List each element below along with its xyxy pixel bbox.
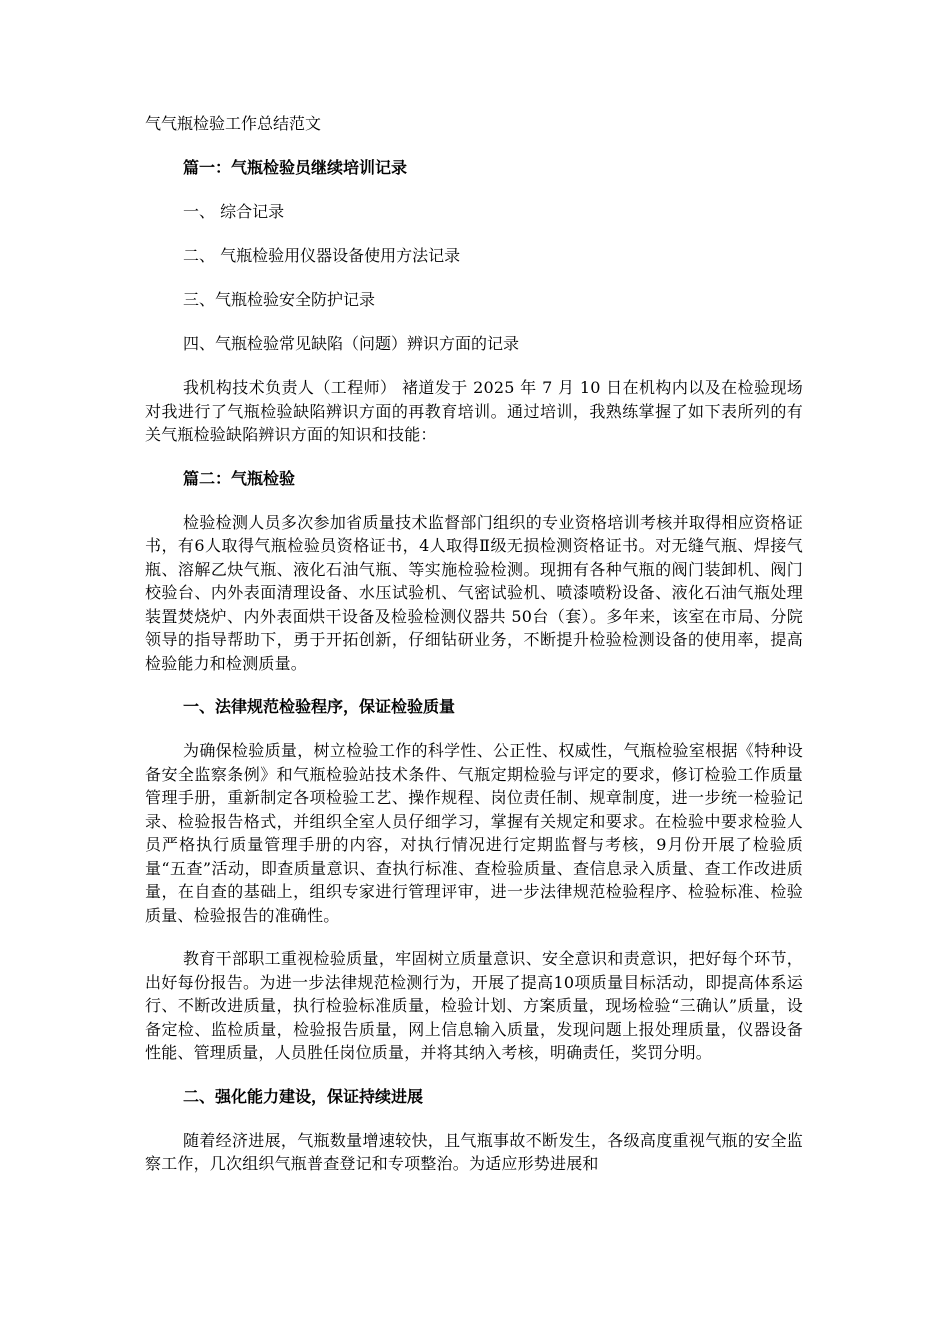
part1-item-4: 四、气瓶检验常见缺陷（问题）辨识方面的记录 — [183, 334, 520, 353]
section1-heading: 一、法律规范检验程序，保证检验质量 — [183, 697, 456, 716]
part1-heading: 篇一：气瓶检验员继续培训记录 — [183, 158, 408, 177]
part1-paragraph: 我机构技术负责人（工程师） 褚道发于 2025 年 7 月 10 日在机构内以及在检验现场对我进行了气瓶检验缺陷辨识方面的再教育培训。通过培训，我熟练掌握了如下表所列的有关气瓶检验缺陷辨识方面的知识和技能： — [145, 378, 803, 444]
part2-intro-paragraph: 检验检测人员多次参加省质量技术监督部门组织的专业资格培训考核并取得相应资格证书，有6人取得气瓶检验员资格证书，4人取得Ⅱ级无损检测资格证书。对无缝气瓶、焊接气瓶、溶解乙炔气瓶、液化石油气瓶、等实施检验检测。现拥有各种气瓶的阀门装卸机、阀门校验台、内外表面清理设备、水压试验机、气密试验机、喷漆喷粉设备、液化石油气瓶处理装置焚烧炉、内外表面烘干设备及检验检测仪器共 50台（套）。多年来，该室在市局、分院领导的指导帮助下，勇于开拓创新，仔细钻研业务，不断提升检验检测设备的使用率，提高检验能力和检测质量。 — [145, 512, 803, 673]
part1-item-1: 一、 综合记录 — [183, 202, 285, 221]
part1-item-3: 三、气瓶检验安全防护记录 — [183, 290, 376, 309]
document-title: 气气瓶检验工作总结范文 — [145, 114, 322, 133]
section2-paragraph-1: 随着经济进展，气瓶数量增速较快，且气瓶事故不断发生，各级高度重视气瓶的安全监察工作，几次组织气瓶普查登记和专项整治。为适应形势进展和 — [145, 1130, 803, 1173]
part2-heading: 篇二：气瓶检验 — [183, 468, 296, 488]
section1-paragraph-1: 为确保检验质量，树立检验工作的科学性、公正性、权威性，气瓶检验室根据《特种设备安全监察条例》和气瓶检验站技术条件、气瓶定期检验与评定的要求，修订检验工作质量管理手册，重新制定各项检验工艺、操作规程、岗位责任制、规章制度，进一步统一检验记录、检验报告格式，并组织全室人员仔细学习，掌握有关规定和要求。在检验中要求检验人员严格执行质量管理手册的内容，对执行情况进行定期监督与考核，9月份开展了检验质量“五查”活动，即查质量意识、查执行标准、查检验质量、查信息录入质量、查工作改进质量，在自查的基础上，组织专家进行管理评审，进一步法律规范检验程序、检验标准、检验质量、检验报告的准确性。 — [145, 741, 803, 925]
document-page — [145, 112, 803, 1196]
section2-heading: 二、强化能力建设，保证持续进展 — [183, 1086, 424, 1106]
part1-item-2: 二、 气瓶检验用仪器设备使用方法记录 — [183, 246, 461, 265]
section1-paragraph-2: 教育干部职工重视检验质量，牢固树立质量意识、安全意识和责意识，把好每个环节，出好每份报告。为进一步法律规范检测行为，开展了提高10项质量目标活动，即提高体系运行、不断改进质量，执行检验标准质量，检验计划、方案质量，现场检验“三确认”质量，设备定检、监检质量，检验报告质量，网上信息输入质量，发现问题上报处理质量，仪器设备性能、管理质量，人员胜任岗位质量，并将其纳入考核，明确责任，奖罚分明。 — [145, 949, 803, 1062]
